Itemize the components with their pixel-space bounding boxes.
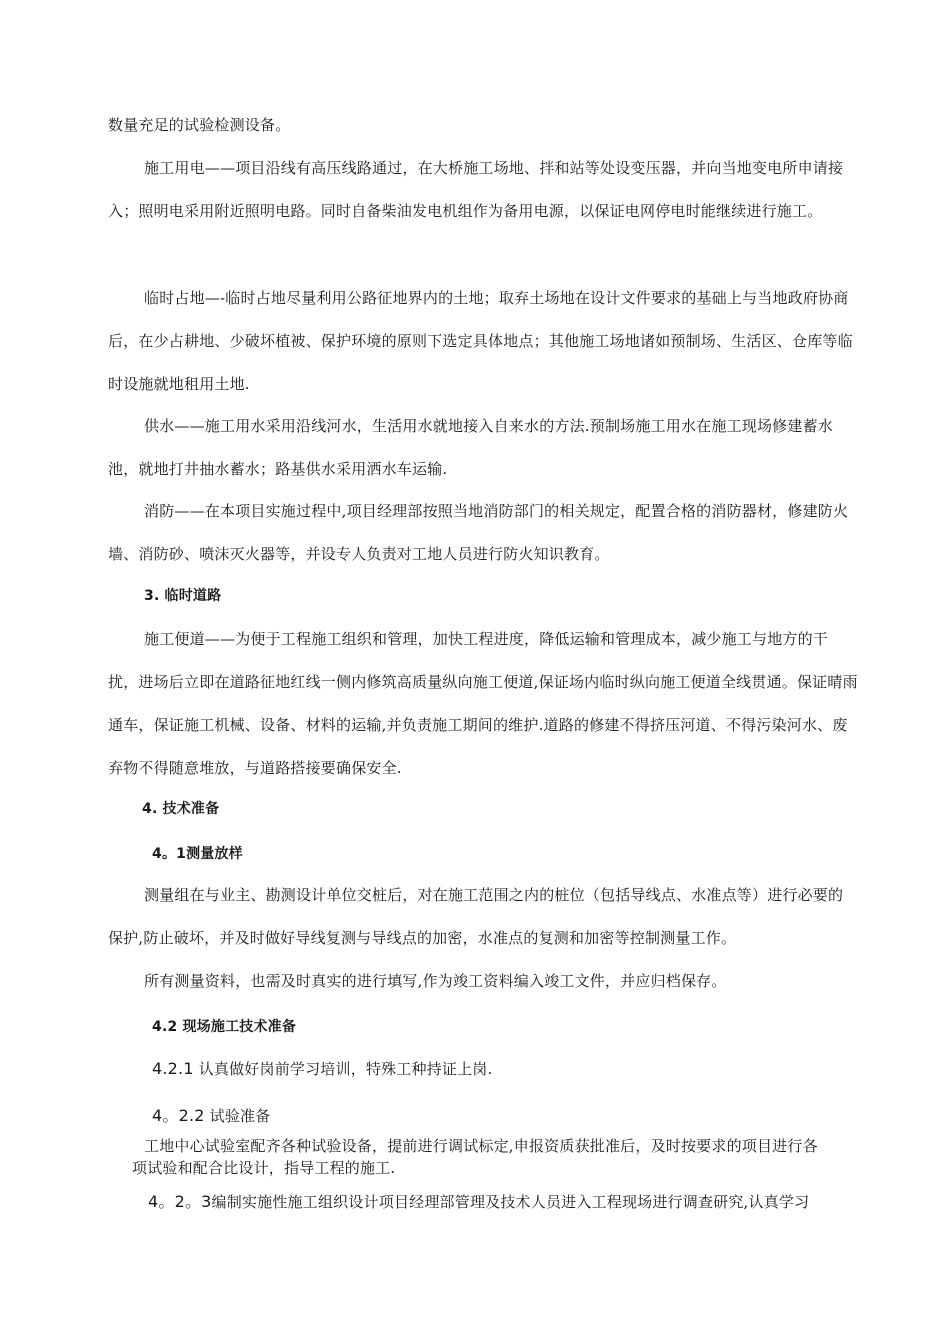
- item-4-2-3-number: 4。2。3: [148, 1192, 212, 1211]
- subsection-heading-site-technical-preparation: 4.2 现场施工技术准备: [152, 1019, 297, 1035]
- item-4-2-3-text: 编制实施性施工组织设计项目经理部管理及技术人员进入工程现场进行调查研究,认真学习: [211, 1193, 810, 1211]
- item-4-2-1-number: 4.2.1: [152, 1059, 194, 1078]
- item-4-2-1-text: 认真做好岗前学习培训，特殊工种持证上岗.: [198, 1060, 493, 1078]
- paragraph-power-supply: 施工用电——项目沿线有高压线路通过，在大桥施工场地、拌和站等处设变压器，并向当地变电所申请接入；照明电采用附近照明电路。同时自备柴油发电机组作为备用电源，以保证电网停电时能继续进行施工。: [108, 159, 844, 220]
- paragraph-lab-preparation: [108, 1135, 868, 1179]
- paragraph-fire-protection: 消防——在本项目实施过程中,项目经理部按照当地消防部门的相关规定，配置合格的消防器材，修建防火墙、消防砂、喷沫灭火器等，并设专人负责对工地人员进行防火知识教育。: [108, 502, 849, 563]
- paragraph-temporary-land: 临时占地—-临时占地尽量利用公路征地界内的土地；取弃土场地在设计文件要求的基础上与当地政府协商后，在少占耕地、少破坏植被、保护环境的原则下选定具体地点；其他施工场地诸如预制场、生活区、仓库等临时设施就地租用土地.: [108, 289, 853, 393]
- item-4-2-2-text: 试验准备: [209, 1107, 271, 1125]
- paragraph-equipment-continued: 数量充足的试验检测设备。: [108, 116, 291, 134]
- item-4-2-2: [152, 1104, 852, 1128]
- paragraph-survey-protection: 测量组在与业主、勘测设计单位交桩后，对在施工范围之内的桩位（包括导线点、水准点等）进行必要的保护,防止破坏，并及时做好导线复测与导线点的加密，水准点的复测和加密等控制测量工作。: [108, 886, 844, 947]
- paragraph-lab-preparation-line-1: 工地中心试验室配齐各种试验设备，提前进行调试标定,申报资质获批准后，及时按要求的项目进行各: [144, 1137, 818, 1155]
- paragraph-survey-records: 所有测量资料，也需及时真实的进行填写,作为竣工资料编入竣工文件，并应归档保存。: [144, 972, 727, 990]
- item-4-2-1: [152, 1057, 852, 1081]
- item-4-2-3: [148, 1190, 868, 1214]
- item-4-2-2-number: 4。2.2: [152, 1106, 205, 1125]
- section-heading-temporary-roads: 3. 临时道路: [144, 588, 222, 604]
- paragraph-lab-preparation-line-2: 项试验和配合比设计，指导工程的施工.: [132, 1159, 396, 1177]
- paragraph-construction-access-road: 施工便道——为便于工程施工组织和管理，加快工程进度，降低运输和管理成本，减少施工与地方的干扰，进场后立即在道路征地红线一侧内修筑高质量纵向施工便道,保证场内临时纵向施工便道全线贯通。保证晴雨通车，保证施工机械、设备、材料的运输,并负责施工期间的维护.道路的修建不得挤压河道、不得污染河水、废弃物不得随意堆放，与道路搭接要确保安全.: [108, 630, 858, 777]
- paragraph-water-supply: 供水——施工用水采用沿线河水，生活用水就地接入自来水的方法.预制场施工用水在施工现场修建蓄水池，就地打井抽水蓄水；路基供水采用洒水车运输.: [108, 417, 833, 478]
- section-heading-technical-preparation: 4. 技术准备: [142, 801, 220, 817]
- subsection-heading-survey-layout: 4。1测量放样: [152, 846, 243, 862]
